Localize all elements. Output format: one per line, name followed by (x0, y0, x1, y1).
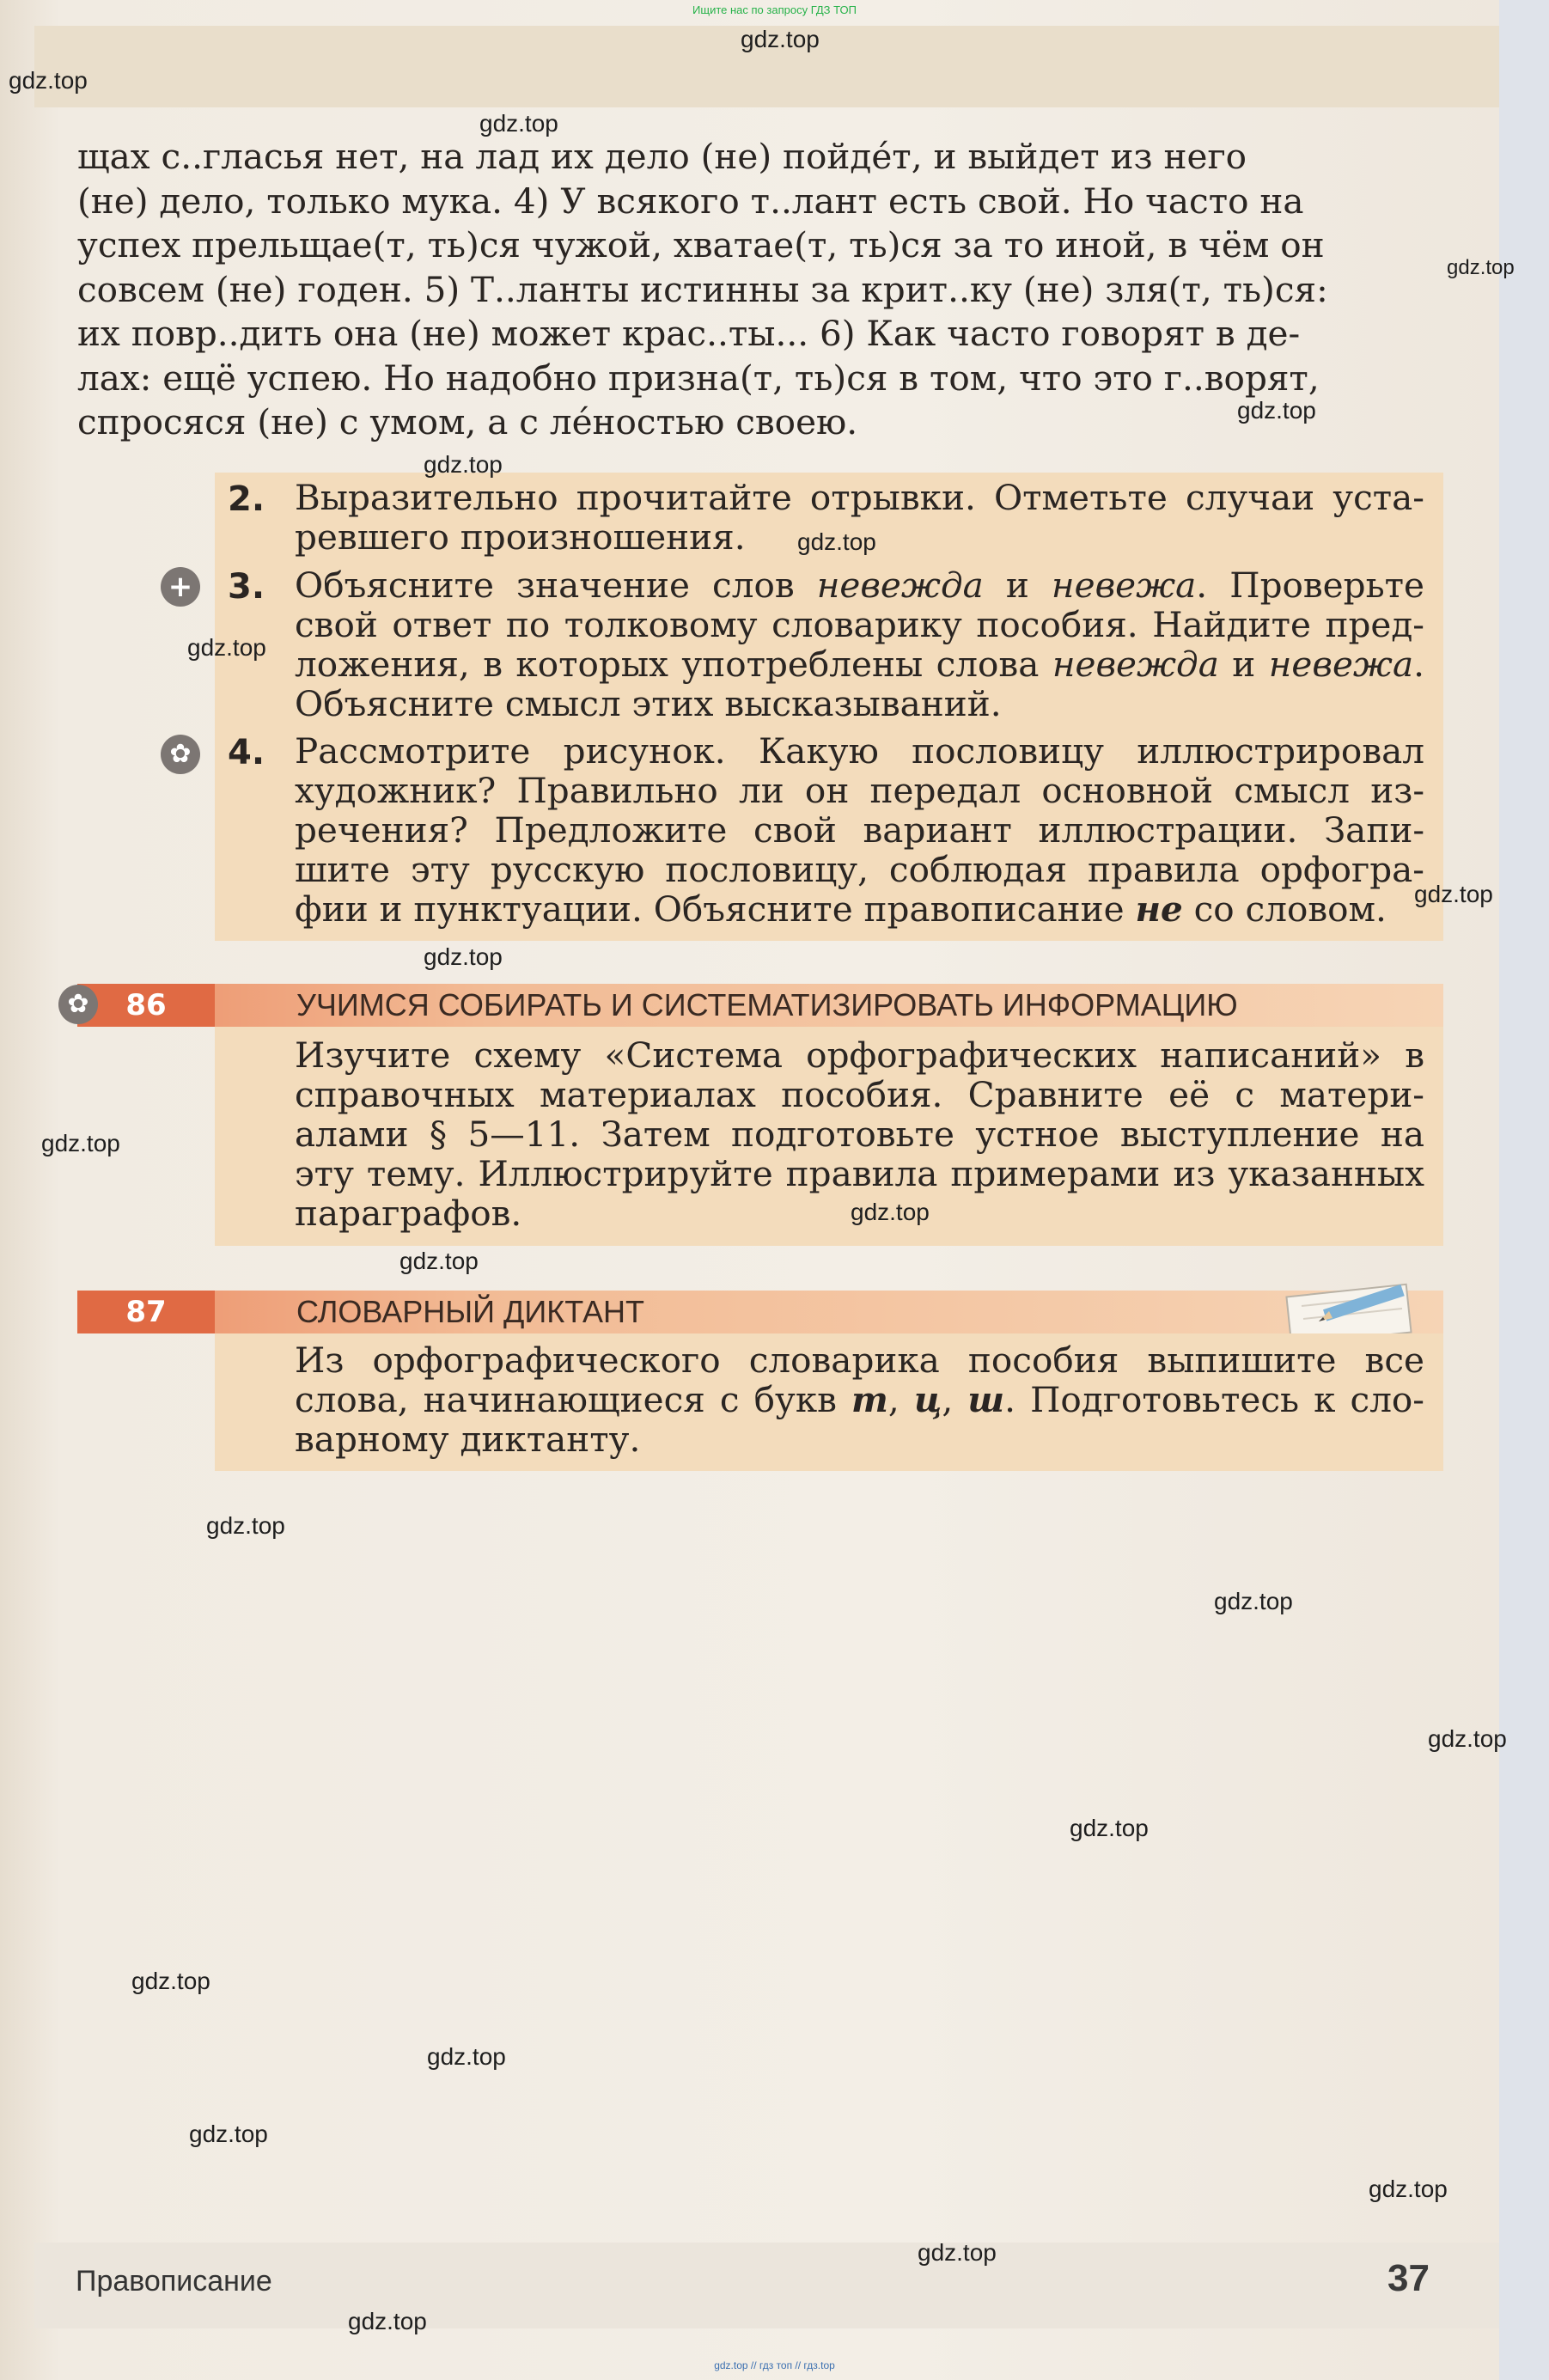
text-line: шите эту русскую пословицу, соблюдая правила орфогра- (295, 849, 1424, 890)
text-line: ревшего произношения. (295, 516, 746, 558)
watermark: gdz.top (1428, 1725, 1507, 1752)
text-line: совсем (не) годен. 5) Т..ланты истинны за крит..ку (не) зля(т, ть)ся: (77, 268, 1328, 310)
watermark: gdz.top (187, 634, 266, 661)
text-line: их повр..дить она (не) может крас..ты... 6) Как часто говорят в де- (77, 313, 1301, 354)
text-line: художник? Правильно ли он передал основной смысл из- (295, 770, 1424, 811)
watermark: gdz.top (424, 943, 503, 970)
page-number: 37 (1387, 2257, 1430, 2299)
text-line: слова, начинающиеся с букв т, ц, ш. Подготовьтесь к сло- (295, 1379, 1424, 1420)
text-line: свой ответ по толковому словарику пособия. Найдите пред- (295, 604, 1424, 645)
watermark: gdz.top (424, 451, 503, 478)
exercise-86-number: 86 (77, 984, 215, 1027)
text-line: Объясните смысл этих высказываний. (295, 683, 1002, 724)
task-2-number: 2. (228, 479, 265, 519)
text-line: ложения, в которых употреблены слова невежда и невежа. (295, 644, 1424, 685)
text-line: Объясните значение слов невежда и невежа. Проверьте (295, 564, 1424, 606)
text-line: Изучите схему «Система орфографических написаний» в (295, 1034, 1424, 1076)
exercise-87-number: 87 (77, 1291, 215, 1333)
watermark: gdz.top (1414, 881, 1493, 907)
watermark: gdz.top (479, 110, 558, 137)
watermark: gdz.top (1214, 1588, 1293, 1614)
watermark: gdz.top (41, 1130, 120, 1156)
plus-circle-icon: + (161, 567, 200, 607)
text-line: (не) дело, только мука. 4) У всякого т..лант есть свой. Но часто на (77, 180, 1304, 222)
exercise-87-text (295, 1340, 1424, 1459)
watermark: gdz.top (399, 1248, 479, 1274)
flower-circle-icon: ✿ (58, 985, 98, 1024)
text-line: параграфов. (295, 1193, 522, 1234)
intro-paragraph (77, 135, 1328, 445)
section-title: Правописание (76, 2265, 272, 2298)
task-4-number: 4. (228, 733, 265, 772)
text-line: спросяся (не) с умом, а с лéностью своею. (77, 401, 858, 442)
watermark: gdz.top (918, 2239, 997, 2266)
text-line: справочных материалах пособия. Сравните её с матери- (295, 1074, 1424, 1115)
watermark: gdz.top (1237, 397, 1316, 424)
text-line: лах: ещё успею. Но надобно призна(т, ть)ся в том, что это г..ворят, (77, 357, 1320, 399)
text-line: эту тему. Иллюстрируйте правила примерами из указанных (295, 1153, 1424, 1194)
text-line: Выразительно прочитайте отрывки. Отметьте случаи уста- (295, 477, 1424, 518)
text-line: варному диктанту. (295, 1419, 641, 1460)
watermark: gdz.top (9, 67, 88, 94)
bottom-ad-link[interactable]: gdz.top // гдз топ // гдз.top (714, 2359, 835, 2371)
top-ad-link[interactable]: Ищите нас по запросу ГДЗ ТОП (692, 3, 857, 16)
exercise-87-header (77, 1291, 1443, 1333)
task-4-text (295, 731, 1424, 929)
text-line: щах с..гласья нет, на лад их дело (не) пойдéт, и выйдет из него (77, 136, 1247, 177)
text-line: речения? Предложите свой вариант иллюстрации. Запи- (295, 809, 1424, 851)
watermark: gdz.top (1369, 2176, 1448, 2202)
watermark: gdz.top (1070, 1815, 1149, 1841)
task-3-number: 3. (228, 567, 265, 607)
page-edge (1499, 0, 1549, 2380)
text-line: успех прельщае(т, ть)ся чужой, хватае(т, ть)ся за то иной, в чём он (77, 224, 1325, 265)
watermark: gdz.top (131, 1968, 210, 1994)
watermark: gdz.top (797, 528, 876, 555)
text-line: Из орфографического словарика пособия выпишите все (295, 1340, 1424, 1381)
watermark: gdz.top (189, 2121, 268, 2147)
exercise-87-title: СЛОВАРНЫЙ ДИКТАНТ (296, 1294, 645, 1329)
watermark: gdz.top (427, 2043, 506, 2070)
text-line: алами § 5—11. Затем подготовьте устное выступление на (295, 1114, 1424, 1155)
watermark: gdz.top (741, 26, 820, 52)
text-line: Рассмотрите рисунок. Какую пословицу иллюстрировал (295, 730, 1424, 772)
text-line: фии и пунктуации. Объясните правописание не со словом. (295, 888, 1387, 930)
watermark: gdz.top (1447, 256, 1515, 279)
watermark: gdz.top (348, 2308, 427, 2334)
task-3-text (295, 565, 1424, 723)
watermark: gdz.top (851, 1199, 930, 1225)
exercise-86-title: УЧИМСЯ СОБИРАТЬ И СИСТЕМАТИЗИРОВАТЬ ИНФОРМАЦИЮ (296, 987, 1238, 1022)
watermark: gdz.top (206, 1512, 285, 1539)
flower-circle-icon: ✿ (161, 735, 200, 774)
